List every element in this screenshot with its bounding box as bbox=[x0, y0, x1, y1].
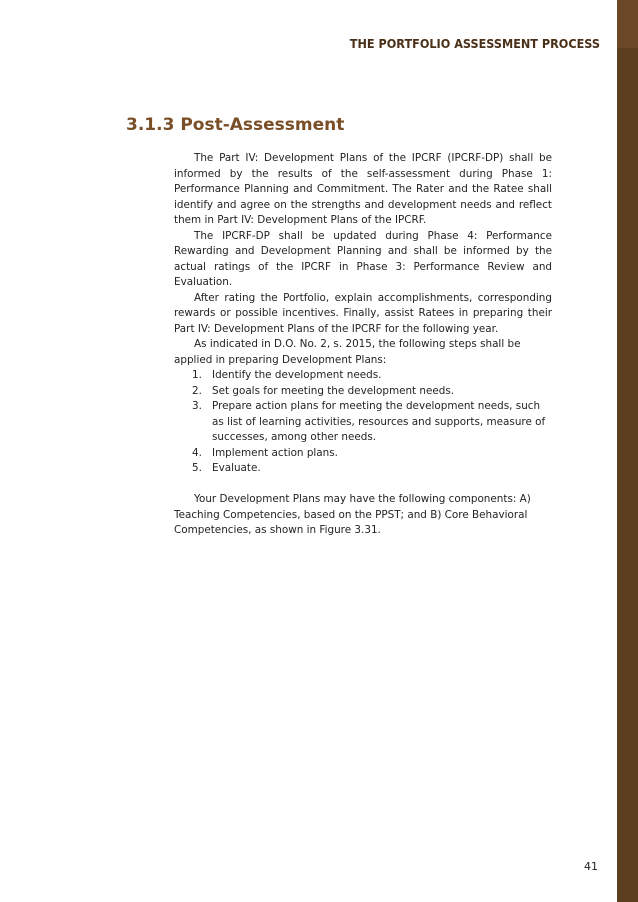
list-item-text: Evaluate. bbox=[212, 462, 261, 474]
paragraph-4: As indicated in D.O. No. 2, s. 2015, the following steps shall be applied in preparing Development Plans: bbox=[174, 338, 521, 366]
paragraph-spacer bbox=[174, 477, 552, 493]
list-item bbox=[174, 461, 552, 477]
running-header-title: THE PORTFOLIO ASSESSMENT PROCESS bbox=[349, 36, 600, 51]
list-item-text: Set goals for meeting the development needs. bbox=[212, 384, 455, 397]
list-item-number: 4. bbox=[192, 446, 202, 459]
list-item bbox=[174, 446, 552, 462]
paragraph-1: The Part IV: Development Plans of the IPCRF (IPCRF-DP) shall be informed by the results of the self-assessment during Phase 1: Performance Planning and Commitment. The Rater and the Ratee shall identify and agree on the strengths and development needs and reflect them in Part IV: Development Plans of the IPCRF. bbox=[174, 152, 552, 226]
development-steps-list bbox=[174, 368, 552, 477]
list-item-number: 5. bbox=[192, 462, 202, 474]
list-item bbox=[174, 368, 552, 384]
paragraph-2: The IPCRF-DP shall be updated during Phase 4: Performance Rewarding and Development Planning and shall be informed by the actual ratings of the IPCRF in Phase 3: Performance Review and Evaluation. bbox=[174, 229, 552, 288]
side-bar-tab bbox=[617, 0, 638, 48]
list-item bbox=[174, 384, 552, 400]
side-color-bar bbox=[617, 0, 638, 902]
paragraph-3: After rating the Portfolio, explain accomplishments, corresponding rewards or possible incentives. Finally, assist Ratees in preparing their Part IV: Development Plans of the IPCRF for the following year. bbox=[174, 291, 552, 335]
list-item-number: 2. bbox=[192, 384, 202, 397]
closing-paragraph: Your Development Plans may have the following components: A) Teaching Competencies, based on the PPST; and B) Core Behavioral Competencies, as shown in Figure 3.31. bbox=[174, 493, 531, 536]
page-number: 41 bbox=[584, 860, 598, 873]
section-heading: 3.1.3 Post-Assessment bbox=[126, 115, 345, 135]
section-body bbox=[174, 151, 552, 539]
list-item-text: Implement action plans. bbox=[212, 446, 338, 459]
list-item-text: Identify the development needs. bbox=[212, 369, 382, 381]
list-item-number: 1. bbox=[192, 369, 202, 381]
list-item-text: Prepare action plans for meeting the development needs, such as list of learning activities, resources and supports, measure of successes, among other needs. bbox=[212, 400, 546, 443]
list-item bbox=[174, 399, 552, 446]
list-item-number: 3. bbox=[192, 400, 202, 412]
